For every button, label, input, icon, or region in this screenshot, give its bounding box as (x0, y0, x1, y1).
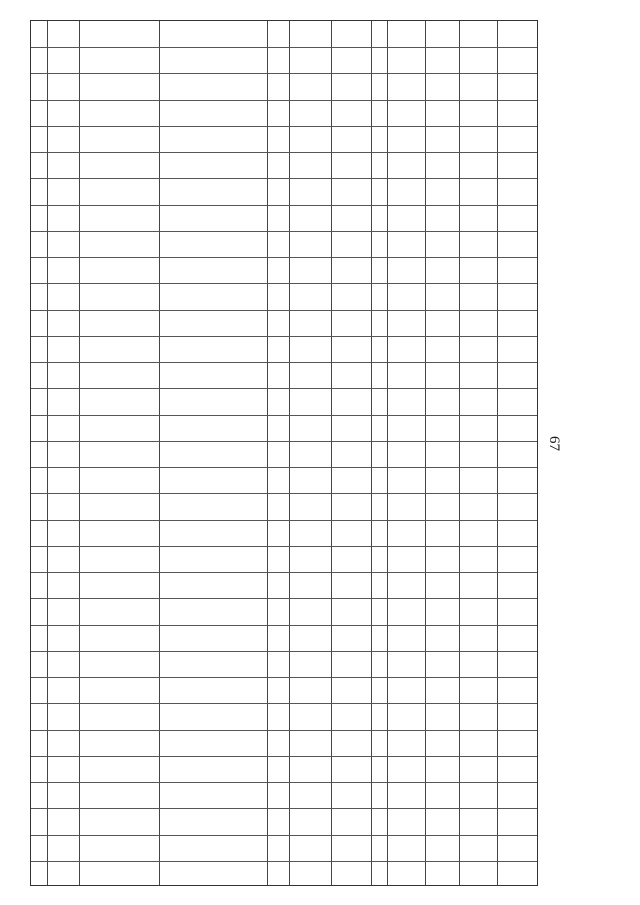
table-row-divider (31, 703, 537, 704)
table-row-divider (31, 205, 537, 206)
rotated-table-frame (30, 20, 538, 886)
table-row-divider (31, 415, 537, 416)
table-row-divider (31, 572, 537, 573)
table-row-divider (31, 625, 537, 626)
table-row-divider (31, 310, 537, 311)
table-row-divider (31, 861, 537, 862)
table-row-divider (31, 178, 537, 179)
table-row-divider (31, 808, 537, 809)
table-row-divider (31, 100, 537, 101)
table-row-divider (31, 257, 537, 258)
table-row-divider (31, 441, 537, 442)
table-row-divider (31, 546, 537, 547)
table-row-divider (31, 756, 537, 757)
table-row-divider (31, 47, 537, 48)
table-row-divider (31, 467, 537, 468)
table-row-divider (31, 835, 537, 836)
table-row-divider (31, 336, 537, 337)
table-row-divider (31, 73, 537, 74)
table-row-divider (31, 677, 537, 678)
table-row-divider (31, 126, 537, 127)
table-row-divider (31, 231, 537, 232)
table-row-divider (31, 388, 537, 389)
table-row-divider (31, 152, 537, 153)
table-row-divider (31, 651, 537, 652)
table-row-divider (31, 283, 537, 284)
page-number: 67 (546, 436, 562, 451)
table-row-divider (31, 598, 537, 599)
table-row-divider (31, 493, 537, 494)
table-row-divider (31, 520, 537, 521)
table-row-divider (31, 730, 537, 731)
table-row-divider (31, 782, 537, 783)
table-row-divider (31, 362, 537, 363)
